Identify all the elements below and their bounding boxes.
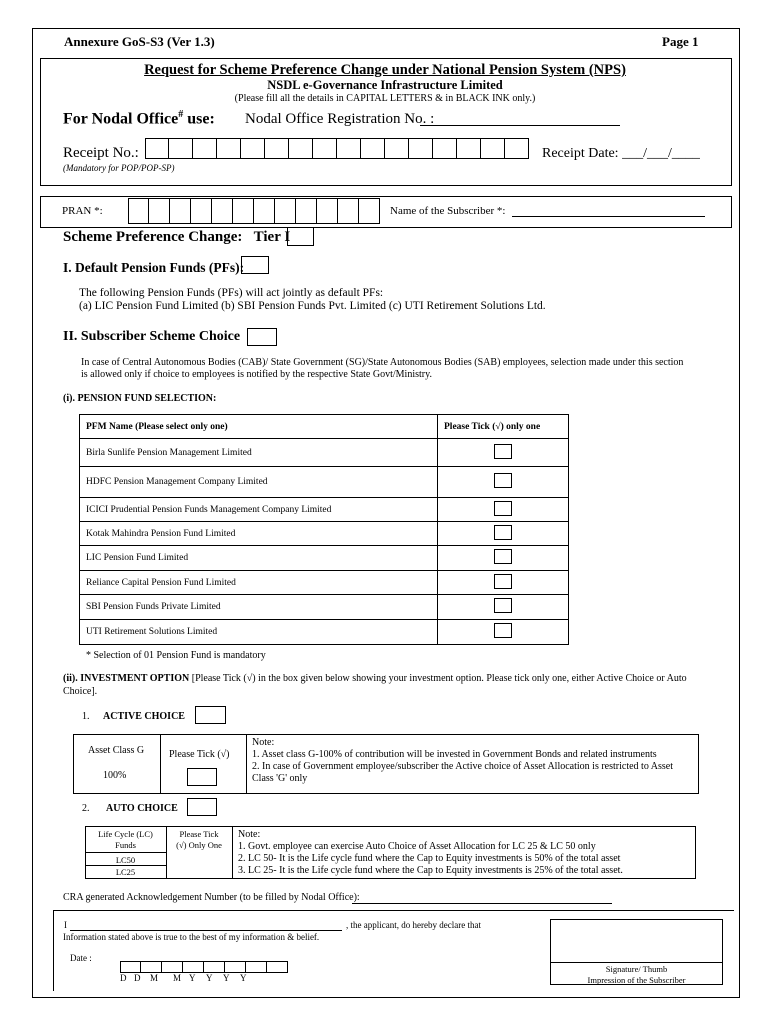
table-row: ICICI Prudential Pension Funds Management Company Limited [80, 498, 569, 522]
active-note-title: Note: [252, 737, 275, 748]
subscriber-name-field[interactable] [512, 216, 705, 217]
active-note-2: 2. In case of Government employee/subscriber the Active choice of Asset Allocation is restricted to Asset [252, 761, 673, 772]
default-pf-checkbox[interactable] [241, 256, 269, 274]
declaration-suffix: , the applicant, do hereby declare that [346, 920, 481, 930]
lc50-tick-cell[interactable] [169, 853, 229, 865]
nodal-office-label: For Nodal Office# use: [63, 109, 215, 128]
declaration-line2: Information stated above is true to the best of my information & belief. [63, 932, 320, 942]
cab-note-line1: In case of Central Autonomous Bodies (CAB)/ State Government (SG)/State Autonomous Bodies (SAB) employees, selection made under this section [81, 357, 684, 368]
investment-option-heading-2: Choice]. [63, 686, 98, 697]
table-row: SBI Pension Funds Private Limited [80, 595, 569, 620]
table-row: Kotak Mahindra Pension Fund Limited [80, 522, 569, 546]
investment-option-heading: (ii). INVESTMENT OPTION [Please Tick (√) in the box given below showing your investment option. Please tick only one, either Active Choice or Auto [63, 673, 687, 684]
lc-tick-header: Please Tick (√) Only One [176, 829, 222, 850]
subscriber-name-label: Name of the Subscriber *: [390, 205, 506, 217]
tick-col-header: Please Tick (√) only one [438, 415, 569, 439]
table-row: Reliance Capital Pension Fund Limited [80, 571, 569, 595]
registration-number-field[interactable] [420, 125, 620, 126]
pfm-col-header: PFM Name (Please select only one) [80, 415, 438, 439]
fund-checkbox[interactable] [494, 525, 512, 540]
fill-instruction: (Please fill all the details in CAPITAL LETTERS & in BLACK INK only.) [234, 93, 536, 104]
active-choice-checkbox[interactable] [195, 706, 226, 724]
registration-label: Nodal Office Registration No. : [245, 111, 435, 127]
date-format-labels: D D M M Y Y Y Y [120, 973, 247, 983]
auto-note-3: 3. LC 25- It is the Life cycle fund where the Cap to Equity investments is 25% of the total asset. [238, 865, 623, 876]
default-pf-heading: I. Default Pension Funds (PFs): [63, 260, 245, 275]
receipt-label: Receipt No.: [63, 145, 139, 161]
tier1-checkbox[interactable] [287, 227, 314, 246]
active-table-divider-2 [246, 734, 247, 794]
default-pf-line2: (a) LIC Pension Fund Limited (b) SBI Pension Funds Pvt. Limited (c) UTI Retirement Solutions Ltd. [79, 300, 546, 312]
receipt-mandatory-note: (Mandatory for POP/POP-SP) [63, 163, 175, 173]
asset-class-label: Asset Class G [88, 745, 145, 756]
declaration-date-boxes[interactable] [120, 961, 288, 973]
auto-table-divider-2 [232, 826, 233, 879]
active-choice-label: ACTIVE CHOICE [103, 711, 185, 722]
active-choice-number: 1. [82, 711, 90, 722]
fund-checkbox[interactable] [494, 574, 512, 589]
auto-choice-checkbox[interactable] [187, 798, 217, 816]
active-note-2b: Class 'G' only [252, 773, 308, 784]
cra-ack-label: CRA generated Acknowledgement Number (to be filled by Nodal Office): [63, 892, 360, 903]
lc25-tick-cell[interactable] [169, 866, 229, 878]
table-row: UTI Retirement Solutions Limited [80, 620, 569, 645]
cab-note-line2: is allowed only if choice to employees is notified by the respective State Govt/Ministry. [81, 369, 432, 380]
fund-checkbox[interactable] [494, 598, 512, 613]
active-tick-label: Please Tick (√) [169, 749, 230, 760]
receipt-date-label: Receipt Date: ___/___/____ [542, 146, 700, 161]
auto-note-1: 1. Govt. employee can exercise Auto Choice of Asset Allocation for LC 25 & LC 50 only [238, 841, 596, 852]
default-pf-line1: The following Pension Funds (PFs) will act jointly as default PFs: [79, 287, 384, 299]
fund-checkbox[interactable] [494, 501, 512, 516]
receipt-number-boxes[interactable] [145, 138, 529, 159]
auto-note-title: Note: [238, 829, 261, 840]
mandatory-fund-note: * Selection of 01 Pension Fund is mandatory [86, 650, 266, 661]
pran-boxes[interactable] [128, 198, 380, 224]
signature-caption: Signature/ Thumb Impression of the Subscriber [587, 964, 686, 985]
annexure-label: Annexure GoS-S3 (Ver 1.3) [64, 34, 215, 49]
asset-class-percent: 100% [103, 770, 127, 781]
active-note-1: 1. Asset class G-100% of contribution will be invested in Government Bonds and related instruments [252, 749, 657, 760]
fund-checkbox[interactable] [494, 623, 512, 638]
declarant-name-field[interactable] [70, 930, 342, 931]
table-row: Birla Sunlife Pension Management Limited [80, 439, 569, 467]
date-label: Date : [70, 953, 92, 963]
scheme-change-title: Scheme Preference Change: Tier I [63, 229, 291, 245]
auto-choice-label: AUTO CHOICE [106, 803, 178, 814]
active-table-divider-1 [160, 734, 161, 794]
table-row: LIC Pension Fund Limited [80, 546, 569, 571]
cra-ack-field[interactable] [352, 903, 612, 904]
asset-class-g-checkbox[interactable] [187, 768, 217, 786]
fund-checkbox[interactable] [494, 444, 512, 459]
lc-funds-header: Life Cycle (LC) Funds [98, 829, 153, 850]
organization-name: NSDL e-Governance Infrastructure Limited [267, 78, 503, 92]
lc25-label: LC25 [115, 867, 136, 877]
fund-checkbox[interactable] [494, 549, 512, 564]
lc50-label: LC50 [115, 855, 136, 865]
auto-note-2: 2. LC 50- It is the Life cycle fund where the Cap to Equity investments is 50% of the total asset [238, 853, 621, 864]
pension-fund-table [79, 414, 569, 645]
pran-label: PRAN *: [62, 205, 103, 217]
page-number: Page 1 [662, 34, 699, 49]
table-row: HDFC Pension Management Company Limited [80, 467, 569, 498]
declaration-prefix: I [64, 920, 67, 930]
auto-table-hline-2 [85, 865, 166, 866]
fund-checkbox[interactable] [494, 473, 512, 488]
scheme-choice-checkbox[interactable] [247, 328, 277, 346]
auto-choice-number: 2. [82, 803, 90, 814]
auto-table-hline-1 [85, 852, 166, 853]
receipt-date-field[interactable]: ___/___/____ [622, 146, 700, 161]
pension-fund-selection-heading: (i). PENSION FUND SELECTION: [63, 393, 217, 404]
scheme-choice-heading: II. Subscriber Scheme Choice [63, 329, 241, 344]
signature-divider [550, 962, 723, 963]
form-title: Request for Scheme Preference Change under National Pension System (NPS) [144, 62, 626, 78]
